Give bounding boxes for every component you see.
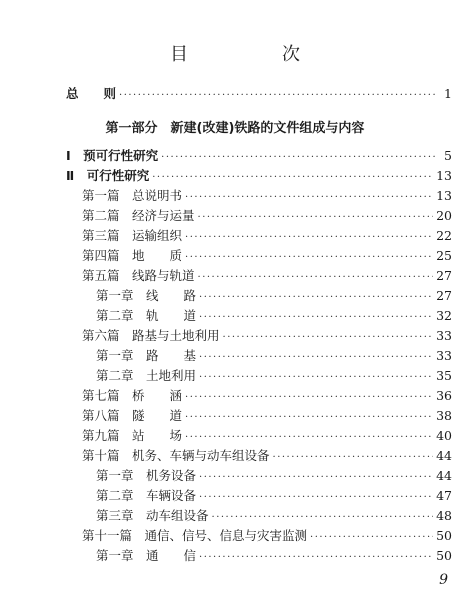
toc-entry-page: 33 (436, 328, 452, 343)
toc-entry-page: 27 (436, 288, 452, 303)
toc-entry-label: 第四篇 地 质 (82, 248, 183, 263)
dot-leader (212, 508, 434, 528)
dot-leader (199, 468, 433, 488)
toc-entry-volume (82, 326, 452, 346)
dot-leader (185, 228, 433, 248)
toc-entry-label: 第一章 路 基 (96, 348, 197, 363)
toc-entry-label: 第一篇 总说明书 (82, 188, 183, 203)
toc-entry-page: 50 (436, 548, 452, 563)
toc-entry-volume (82, 246, 452, 266)
dot-leader (185, 188, 433, 208)
toc-entry-label: Ⅰ 预可行性研究 (66, 148, 159, 163)
toc-entry-page: 48 (436, 508, 452, 523)
toc-entry-chapter (96, 366, 452, 386)
toc-entry-volume (82, 266, 452, 286)
toc-entry-label: 第一章 机务设备 (96, 468, 197, 483)
toc-entry-page: 50 (436, 528, 452, 543)
toc-entry-label: 第九篇 站 场 (82, 428, 183, 443)
dot-leader (198, 268, 434, 288)
toc-entry-label: 第三篇 运输组织 (82, 228, 183, 243)
dot-leader (185, 408, 433, 428)
toc-entry-label: 第二篇 经济与运量 (82, 208, 195, 223)
toc-entry-page: 27 (436, 268, 452, 283)
toc-entry-label: 第二章 车辆设备 (96, 488, 197, 503)
toc-entry-part (66, 166, 452, 186)
toc-entry-label: 第一章 线 路 (96, 288, 197, 303)
toc-entry-page: 35 (436, 368, 452, 383)
toc-entry-volume (82, 526, 452, 546)
toc-entry-label: 第三章 动车组设备 (96, 508, 209, 523)
toc-entry-volume (82, 386, 452, 406)
toc-entry-label: 第七篇 桥 涵 (82, 388, 183, 403)
dot-leader (273, 448, 434, 468)
toc-entry-page: 20 (436, 208, 452, 223)
dot-leader (199, 548, 433, 568)
section-heading: 第一部分 新建(改建)铁路的文件组成与内容 (105, 121, 365, 136)
page-number: 9 (439, 572, 448, 588)
toc-entry-page: 36 (436, 388, 452, 403)
toc-entry-label: 总 则 (66, 86, 117, 101)
toc-entry-label: Ⅱ 可行性研究 (66, 168, 150, 183)
toc-entry-page: 40 (436, 428, 452, 443)
toc-entry-volume (82, 226, 452, 246)
dot-leader (161, 148, 435, 168)
toc-entry-chapter (96, 506, 452, 526)
toc-entry-label: 第十一篇 通信、信号、信息与灾害监测 (82, 528, 308, 543)
toc-entry-chapter (96, 306, 452, 326)
toc-entry-page: 13 (436, 188, 452, 203)
toc-entry-label: 第八篇 隧 道 (82, 408, 183, 423)
dot-leader (185, 248, 433, 268)
toc-entry-label: 第二章 轨 道 (96, 308, 197, 323)
dot-leader (119, 86, 435, 106)
toc-entry-volume (82, 446, 452, 466)
toc-entry-chapter (96, 486, 452, 506)
dot-leader (223, 328, 434, 348)
toc-entry-volume (82, 186, 452, 206)
toc-entry-label: 第二章 土地利用 (96, 368, 197, 383)
toc-entry-chapter (96, 346, 452, 366)
dot-leader (152, 168, 433, 188)
toc-entry-page: 32 (436, 308, 452, 323)
toc-entry-part (66, 146, 452, 166)
toc-entry-page: 44 (436, 448, 452, 463)
dot-leader (199, 368, 433, 388)
dot-leader (199, 348, 433, 368)
toc-entry-page: 13 (436, 168, 452, 183)
toc-entry-page: 33 (436, 348, 452, 363)
dot-leader (185, 428, 433, 448)
dot-leader (185, 388, 433, 408)
toc-entry-page: 47 (436, 488, 452, 503)
dot-leader (198, 208, 434, 228)
dot-leader (199, 488, 433, 508)
toc-entry-chapter (96, 466, 452, 486)
toc-entry-chapter (96, 286, 452, 306)
toc-entry-page: 22 (436, 228, 452, 243)
toc-entry-volume (82, 206, 452, 226)
toc-entry-page: 38 (436, 408, 452, 423)
toc-entry-general (66, 84, 452, 104)
toc-entry-page: 1 (444, 86, 452, 101)
dot-leader (199, 288, 433, 308)
toc-entry-page: 25 (436, 248, 452, 263)
toc-entry-label: 第五篇 线路与轨道 (82, 268, 195, 283)
toc-entry-chapter (96, 546, 452, 566)
toc-entry-page: 5 (444, 148, 452, 163)
toc-entry-volume (82, 406, 452, 426)
dot-leader (310, 528, 433, 548)
toc-entry-page: 44 (436, 468, 452, 483)
toc-entry-label: 第六篇 路基与土地利用 (82, 328, 220, 343)
toc-entry-volume (82, 426, 452, 446)
page-title: 目 次 (170, 44, 338, 65)
toc-entry-label: 第十篇 机务、车辆与动车组设备 (82, 448, 270, 463)
toc-entry-label: 第一章 通 信 (96, 548, 197, 563)
dot-leader (199, 308, 433, 328)
